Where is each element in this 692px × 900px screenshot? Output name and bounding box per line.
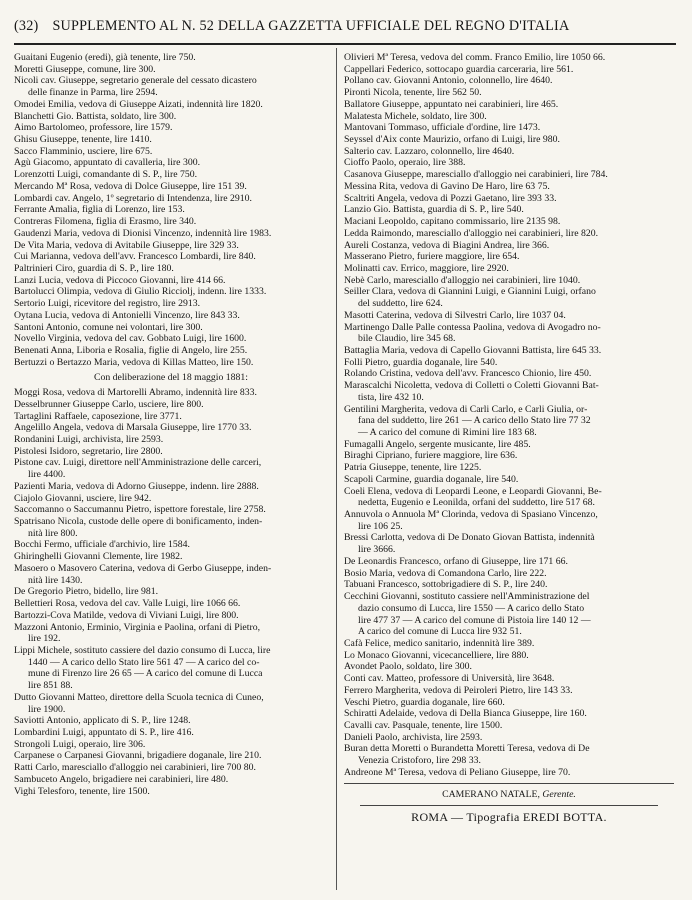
pension-entry: Paltrinieri Ciro, guardia di S. P., lire 180. <box>14 262 174 274</box>
entry-continuation: — A carico del comune di Rimini lire 183 68. <box>358 427 537 438</box>
pension-entry: Sacco Flamminio, usciere, lire 675. <box>14 145 153 157</box>
entry-continuation: bile Claudio, lire 345 68. <box>358 333 456 345</box>
section-heading <box>14 368 328 387</box>
signature-role: Gerente. <box>542 788 576 800</box>
signature <box>344 788 674 803</box>
signature-name: CAMERANO NATALE, <box>442 788 540 800</box>
pension-entry: Carpanese o Carpanesi Giovanni, brigadiere doganale, lire 210. <box>14 750 262 762</box>
page-header <box>14 12 676 40</box>
entry-continuation: A carico del comune di Lucca lire 932 51. <box>358 626 522 638</box>
pension-entry: Spatrisano Nicola, custode delle opere di bonificamento, inden- <box>14 516 263 528</box>
pension-entry: Ciajolo Giovanni, usciere, lire 942. <box>14 492 152 504</box>
pension-entry: Folli Pietro, guardia doganale, lire 540. <box>344 356 498 368</box>
pension-entry: Seyssel d'Aix conte Maurizio, orfano di Luigi, lire 980. <box>344 134 560 146</box>
pension-entry: Agù Giacomo, appuntato di cavalleria, lire 300. <box>14 157 201 169</box>
pension-entry: Buran detta Moretti o Burandetta Moretti Teresa, vedova di De <box>344 743 590 755</box>
pension-entry: Novello Virginia, vedova del cav. Gobbato Luigi, lire 1600. <box>14 333 247 345</box>
pension-entry: Pistone cav. Luigi, direttore nell'Amministrazione delle carceri, <box>14 457 262 469</box>
entry-continuation: nedetta, Eugenio e Leonilda, orfani del suddetto, lire 517 68. <box>358 497 595 509</box>
pension-entry: Biraghi Cipriano, furiere maggiore, lire 636. <box>344 450 518 462</box>
pension-entry: Olivieri Mª Teresa, vedova del comm. Franco Emilio, lire 1050 66. <box>344 52 606 63</box>
pension-entry: Masoero o Masovero Caterina, vedova di Gerbo Giuseppe, inden- <box>14 562 272 574</box>
entry-continuation: nità lire 1430. <box>28 574 83 586</box>
pension-entry: Mazzoni Antonio, Erminio, Virginia e Paolina, orfani di Pietro, <box>14 621 261 633</box>
column-divider <box>336 48 337 890</box>
entry-continuation: lire 106 25. <box>358 520 403 532</box>
pension-entry: Lorenzotti Luigi, comandante di S. P., lire 750. <box>14 169 198 181</box>
pension-entry: Lombardini Luigi, appuntato di S. P., lire 416. <box>14 726 194 738</box>
pension-entry: Sambuceto Angelo, brigadiere nei carabinieri, lire 480. <box>14 773 229 785</box>
pension-entry: Danieli Paolo, archivista, lire 2593. <box>344 731 483 743</box>
pension-entry: Lombardi cav. Angelo, 1º segretario di Intendenza, lire 2910. <box>14 192 252 204</box>
pension-entry: Ferrante Amalia, figlia di Lorenzo, lire 153. <box>14 204 185 216</box>
pension-entry: Ghisu Giuseppe, tenente, lire 1410. <box>14 134 152 146</box>
pension-entry: Bressi Carlotta, vedova di De Donato Giovan Battista, indennità <box>344 532 595 544</box>
entry-continuation: dazio consumo di Lucca, lire 1550 — A carico dello Stato <box>358 602 585 614</box>
pension-entry: Tartaglini Raffaele, caposezione, lire 3771. <box>14 410 182 422</box>
entry-continuation: mune di Firenzo lire 26 65 — A carico del comune di Lucca <box>28 668 263 680</box>
entry-continuation: tista, lire 432 10. <box>358 391 424 403</box>
pension-entry: Aureli Costanza, vedova di Biagini Andrea, lire 366. <box>344 239 550 251</box>
pension-entry: Ballatore Giuseppe, appuntato nei carabinieri, lire 465. <box>344 98 559 110</box>
pension-entry: Ghiringhelli Giovanni Clemente, lire 1982. <box>14 551 183 563</box>
pension-entry: Masserano Pietro, furiere maggiore, lire 654. <box>344 251 520 263</box>
pension-entry: Mantovani Tommaso, ufficiale d'ordine, lire 1473. <box>344 122 541 134</box>
pension-entry: Moggi Rosa, vedova di Martorelli Abramo, indennità lire 833. <box>14 387 257 399</box>
entry-continuation: lire 1900. <box>28 703 66 715</box>
pension-entry: Rondanini Luigi, archivista, lire 2593. <box>14 434 164 445</box>
pension-entry: Pazienti Maria, vedova di Adorno Giuseppe, indenn. lire 2888. <box>14 480 259 492</box>
pension-entry: Tabuani Francesco, sottobrigadiere di S. P., lire 240. <box>344 579 548 591</box>
pension-entry: Bosio Maria, vedova di Comandona Carlo, lire 222. <box>344 567 547 579</box>
pension-entry: Moretti Giuseppe, comune, lire 300. <box>14 63 156 75</box>
pension-entry: Martinengo Dalle Palle contessa Paolina, vedova di Avogadro no- <box>344 321 601 333</box>
printer-rule <box>360 805 658 806</box>
pension-entry: Bartozzi-Cova Matilde, vedova di Viviani Luigi, lire 800. <box>14 609 239 621</box>
pension-entry: Omodei Emilia, vedova di Giuseppe Aizati, indennità lire 1820. <box>14 98 263 110</box>
pension-entry: Ratti Carlo, maresciallo d'alloggio nei carabinieri, lire 700 80. <box>14 762 256 774</box>
pension-entry: Seiller Clara, vedova di Giannini Luigi, e Giannini Luigi, orfano <box>344 286 596 298</box>
entry-continuation: Venezia Cristoforo, lire 298 33. <box>358 755 481 767</box>
entry-continuation: fana del suddetto, lire 261 — A carico dello Stato lire 77 32 <box>358 415 591 427</box>
pension-entry: Nicoli cav. Giuseppe, segretario generale del cessato dicastero <box>14 75 257 87</box>
pension-entry: Coeli Elena, vedova di Leopardi Leone, e Leopardi Giovanni, Be- <box>344 485 602 497</box>
entry-continuation: lire 3666. <box>358 544 396 556</box>
pension-entry: Bertuzzi o Bertazzo Maria, vedova di Killas Matteo, lire 150. <box>14 356 254 368</box>
pension-entry: Cecchini Giovanni, sostituto cassiere nell'Amministrazione del <box>344 591 590 603</box>
pension-entry: Oytana Lucia, vedova di Antonielli Vincenzo, lire 843 33. <box>14 309 240 321</box>
pension-entry: Cioffo Paolo, operaio, lire 388. <box>344 157 466 169</box>
pension-entry: Scapoli Carmine, guardia doganale, lire 540. <box>344 473 519 485</box>
pension-entry: Rolando Cristina, vedova dell'avv. Francesco Chionio, lire 450. <box>344 368 592 380</box>
pension-entry: De Leonardis Francesco, orfano di Giuseppe, lire 171 66. <box>344 555 568 567</box>
pension-entry: Marascalchi Nicoletta, vedova di Colletti o Coletti Giovanni Bat- <box>344 380 599 392</box>
pension-entry: Battaglia Maria, vedova di Capello Giovanni Battista, lire 645 33. <box>344 344 602 356</box>
pension-entry: Ledda Raimondo, maresciallo d'alloggio nei carabinieri, lire 820. <box>344 227 599 239</box>
pension-entry: Contreras Filomena, figlia di Erasmo, lire 340. <box>14 216 197 228</box>
pension-entry: Salterio cav. Lazzaro, colonnello, lire 4640. <box>344 145 515 157</box>
pension-entry: Casanova Giuseppe, maresciallo d'alloggio nei carabinieri, lire 784. <box>344 169 608 181</box>
signature-rule <box>344 783 674 784</box>
pension-entry: Pistolesi Isidoro, segretario, lire 2800. <box>14 445 163 457</box>
pension-entry: Lanzio Gio. Battista, guardia di S. P., lire 540. <box>344 204 524 216</box>
pension-entry: Pollano cav. Giovanni Antonio, colonnello, lire 4640. <box>344 75 553 87</box>
pension-entry: Lanzi Lucia, vedova di Piccoco Giovanni, lire 414 66. <box>14 274 226 286</box>
entry-continuation: nità lire 800. <box>28 527 78 539</box>
pension-entry: Cafà Felice, medico sanitario, indennità lire 389. <box>344 637 535 649</box>
printer-line: ROMA — Tipografia EREDI BOTTA. <box>411 810 607 825</box>
pension-entry: Cui Marianna, vedova dell'avv. Francesco Lombardi, lire 840. <box>14 251 256 263</box>
pension-entry: Maciani Leopoldo, capitano commissario, lire 2135 98. <box>344 216 561 228</box>
entry-continuation: del suddetto, lire 624. <box>358 298 443 310</box>
pension-entry: Gentilini Margherita, vedova di Carli Carlo, e Carli Giulia, or- <box>344 403 588 415</box>
pension-entry: Santoni Antonio, comune nei volontari, lire 300. <box>14 321 203 333</box>
pension-entry: Schiratti Adelaide, vedova di Della Bianca Giuseppe, lire 160. <box>344 708 587 720</box>
pension-entry: Bartolucci Olimpia, vedova di Giulio Ricciolj, indenn. lire 1333. <box>14 286 267 298</box>
right-column-entries <box>344 52 674 779</box>
pension-entry: Angelillo Angela, vedova di Marsala Giuseppe, lire 1770 33. <box>14 422 252 434</box>
pension-entry: Veschi Pietro, guardia doganale, lire 660. <box>344 696 505 708</box>
pension-entry: Strongoli Luigi, operaio, lire 306. <box>14 738 146 750</box>
pension-entry: Masotti Caterina, vedova di Silvestri Carlo, lire 1037 04. <box>344 309 566 321</box>
pension-entry: Andreone Mª Teresa, vedova di Peliano Giuseppe, lire 70. <box>344 766 571 778</box>
pension-entry: Bocchi Fermo, ufficiale d'archivio, lire 1584. <box>14 539 190 551</box>
pension-entry: Saccomanno o Saccumannu Pietro, ispettore forestale, lire 2758. <box>14 504 266 516</box>
pension-entry: Molinatti cav. Errico, maggiore, lire 2920. <box>344 262 509 274</box>
pension-entry: De Vita Maria, vedova di Avitabile Giuseppe, lire 329 33. <box>14 239 239 251</box>
right-column <box>344 52 674 888</box>
pension-entry: Messina Rita, vedova di Gavino De Haro, lire 63 75. <box>344 180 550 192</box>
entry-continuation: 1440 — A carico dello Stato lire 561 47 — A carico del co- <box>28 656 260 668</box>
pension-entry: Guaitani Eugenio (eredi), già tenente, lire 750. <box>14 52 196 63</box>
pension-entry: Lippi Michele, sostituto cassiere del dazio consumo di Lucca, lire <box>14 644 271 656</box>
page-number: (32) <box>14 17 39 34</box>
pension-entry: Saviotti Antonio, applicato di S. P., lire 1248. <box>14 715 191 727</box>
pension-entry: Ferrero Margherita, vedova di Peiroleri Pietro, lire 143 33. <box>344 684 573 696</box>
pension-entry: Pironti Nicola, tenente, lire 562 50. <box>344 87 482 99</box>
entry-continuation: delle finanze in Parma, lire 2594. <box>28 87 158 99</box>
pension-entry: Aimo Bartolomeo, professore, lire 1579. <box>14 122 173 134</box>
pension-entry: De Gregorio Pietro, bidello, lire 981. <box>14 586 159 598</box>
pension-entry: Mercando Mª Rosa, vedova di Dolce Giuseppe, lire 151 39. <box>14 180 247 192</box>
left-column <box>14 52 328 888</box>
entry-continuation: lire 477 37 — A carico del comune di Pistoia lire 140 12 — <box>358 614 591 626</box>
pension-entry: Lo Monaco Giovanni, vicecancelliere, lire 880. <box>344 649 529 661</box>
pension-entry: Patria Giuseppe, tenente, lire 1225. <box>344 462 482 474</box>
pension-entry: Sertorio Luigi, ricevitore del registro, lire 2913. <box>14 298 201 310</box>
pension-entry: Avondet Paolo, soldato, lire 300. <box>344 661 472 673</box>
pension-entry: Bellettieri Rosa, vedova del cav. Valle Luigi, lire 1066 66. <box>14 598 241 610</box>
entry-continuation: lire 851 88. <box>28 680 73 692</box>
pension-entry: Blanchetti Gio. Battista, soldato, lire 300. <box>14 110 177 122</box>
section-heading-text: Con deliberazione del 18 maggio 1881: <box>93 372 249 384</box>
pension-entry: Nebè Carlo, maresciallo d'alloggio nei carabinieri, lire 1040. <box>344 274 581 286</box>
pension-entry: Malatesta Michele, soldato, lire 300. <box>344 110 487 122</box>
pension-entry: Cappellari Federico, sottocapo guardia carceraria, lire 561. <box>344 63 574 75</box>
entry-continuation: lire 192. <box>28 633 61 645</box>
entry-continuation: lire 4400. <box>28 469 66 481</box>
page-title: SUPPLEMENTO AL N. 52 DELLA GAZZETTA UFFICIALE DEL REGNO D'ITALIA <box>52 17 570 34</box>
pension-entry: Vighi Telesforo, tenente, lire 1500. <box>14 785 150 797</box>
pension-entry: Scaltriti Angela, vedova di Pozzi Gaetano, lire 393 33. <box>344 192 557 204</box>
pension-entry: Fumagalli Angelo, sergente musicante, lire 485. <box>344 438 531 450</box>
pension-entry: Annuvola o Annuola Mª Clorinda, vedova di Spasiano Vincenzo, <box>344 509 598 521</box>
pension-entry: Cavalli cav. Pasquale, tenente, lire 1500. <box>344 719 503 731</box>
pension-entry: Gaudenzi Maria, vedova di Dionisi Vincenzo, indennità lire 1983. <box>14 227 272 239</box>
pension-entry: Conti cav. Matteo, professore di Università, lire 3648. <box>344 673 555 685</box>
header-rule <box>14 43 676 45</box>
pension-entry: Benenati Anna, Liboria e Rosalia, figlie di Angelo, lire 255. <box>14 344 248 356</box>
pension-entry: Desselbrunner Giuseppe Carlo, usciere, lire 800. <box>14 398 204 410</box>
pension-entry: Dutto Giovanni Matteo, direttore della Scuola tecnica di Cuneo, <box>14 691 264 703</box>
